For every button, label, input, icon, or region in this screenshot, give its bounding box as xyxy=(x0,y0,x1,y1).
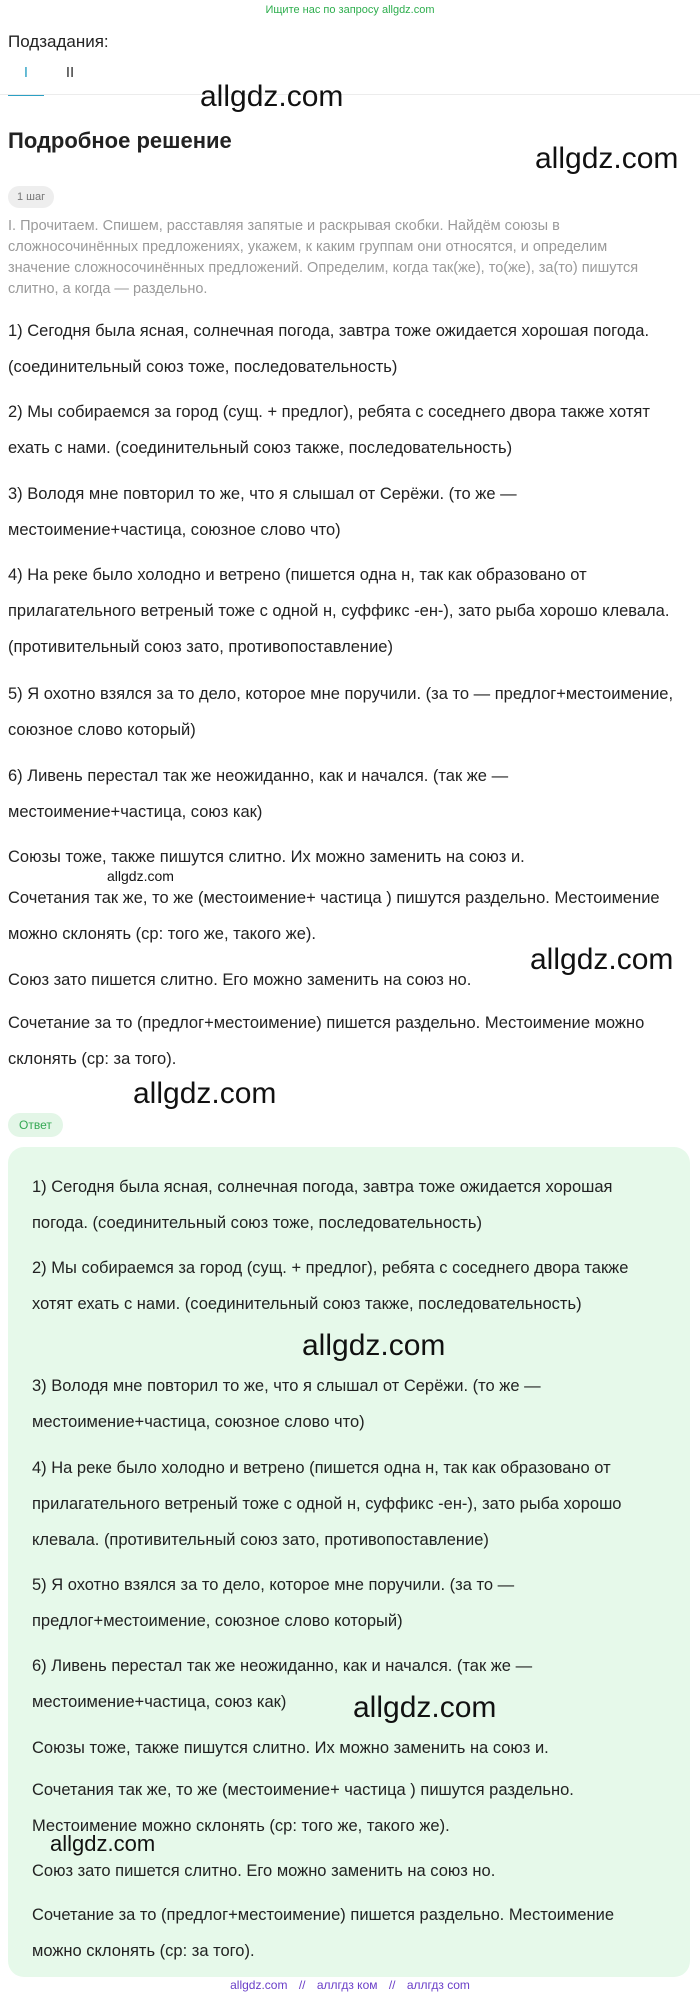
solution-paragraph-7: Союзы тоже, также пишутся слитно. Их можно заменить на союз и. xyxy=(8,848,525,866)
solution-paragraph-4: 4) На реке было холодно и ветрено (пишется одна н, так как образовано от прилагательного ветреный тоже с одной н, суффикс -ен-), зато рыба хорошо клевала. (противительный союз зато, противопоставление) xyxy=(8,566,670,656)
answer-paragraph-1: 1) Сегодня была ясная, солнечная погода, завтра тоже ожидается хорошая погода. (соединительный союз тоже, последовательность) xyxy=(32,1178,613,1232)
footer xyxy=(0,1978,700,1992)
watermark: allgdz.com xyxy=(530,943,674,976)
solution-paragraph-6: 6) Ливень перестал так же неожиданно, как и начался. (так же — местоимение+частица, союз как) xyxy=(8,767,509,821)
solution-paragraph-5: 5) Я охотно взялся за то дело, которое мне поручили. (за то — предлог+местоимение, союзное слово который) xyxy=(8,685,674,739)
divider xyxy=(0,94,700,95)
solution-paragraph-1: 1) Сегодня была ясная, солнечная погода, завтра тоже ожидается хорошая погода. (соединительный союз тоже, последовательность) xyxy=(8,322,650,376)
answer-paragraph-4: 4) На реке было холодно и ветрено (пишется одна н, так как образовано от прилагательного ветреный тоже с одной н, суффикс -ен-), зато рыба хорошо клевала. (противительный союз зато, противопоставление) xyxy=(32,1459,622,1549)
solution-paragraph-10: Сочетание за то (предлог+местоимение) пишется раздельно. Местоимение можно склонять (ср: за того). xyxy=(8,1014,645,1068)
answer-paragraph-6: 6) Ливень перестал так же неожиданно, как и начался. (так же — местоимение+частица, союз как) xyxy=(32,1657,533,1711)
tab-subtask-1[interactable]: I xyxy=(8,60,44,96)
step-intro: I. Прочитаем. Спишем, расставляя запятые и раскрывая скобки. Найдём союзы в сложносочинённых предложениях, укажем, к каким группам они относятся, и определим значение сложносочинённых предложений. Определим, когда так(же), то(же), за(то) пишутся слитно, а когда — раздельно. xyxy=(8,218,639,297)
answer-paragraph-2: 2) Мы собираемся за город (сущ. + предлог), ребята с соседнего двора также хотят ехать с нами. (соединительный союз также, последовательность) xyxy=(32,1259,629,1313)
footer-link-2[interactable]: аллгдз ком xyxy=(316,1978,378,1992)
watermark: allgdz.com xyxy=(50,1831,156,1856)
top-banner: Ищите нас по запросу allgdz.com xyxy=(265,4,435,16)
watermark: allgdz.com xyxy=(107,868,174,884)
watermark: allgdz.com xyxy=(353,1691,497,1724)
tab-subtask-2[interactable]: II xyxy=(65,64,75,81)
solution-paragraph-8: Сочетания так же, то же (местоимение+ частица ) пишутся раздельно. Местоимение можно склонять (ср: того же, такого же). xyxy=(8,889,660,943)
watermark: allgdz.com xyxy=(535,142,679,175)
answer-paragraph-8: Сочетания так же, то же (местоимение+ частица ) пишутся раздельно. Местоимение можно склонять (ср: того же, такого же). xyxy=(32,1781,574,1835)
section-title: Подробное решение xyxy=(8,128,232,153)
answer-paragraph-3: 3) Володя мне повторил то же, что я слышал от Серёжи. (то же — местоимение+частица, союзное слово что) xyxy=(32,1377,541,1431)
solution-paragraph-2: 2) Мы собираемся за город (сущ. + предлог), ребята с соседнего двора также хотят ехать с нами. (соединительный союз также, последовательность) xyxy=(8,403,650,457)
step-badge: 1 шаг xyxy=(8,186,54,208)
footer-separator: // xyxy=(298,1978,306,1992)
watermark: allgdz.com xyxy=(133,1077,277,1110)
answer-paragraph-5: 5) Я охотно взялся за то дело, которое мне поручили. (за то — предлог+местоимение, союзное слово который) xyxy=(32,1576,515,1630)
solution-paragraph-3: 3) Володя мне повторил то же, что я слышал от Серёжи. (то же — местоимение+частица, союзное слово что) xyxy=(8,485,517,539)
answer-paragraph-9: Союз зато пишется слитно. Его можно заменить на союз но. xyxy=(32,1862,496,1880)
watermark: allgdz.com xyxy=(200,80,344,113)
solution-paragraph-9: Союз зато пишется слитно. Его можно заменить на союз но. xyxy=(8,971,472,989)
footer-separator: // xyxy=(388,1978,396,1992)
answer-badge: Ответ xyxy=(8,1113,63,1137)
footer-link-3[interactable]: аллгдз com xyxy=(406,1978,470,1992)
answer-paragraph-7: Союзы тоже, также пишутся слитно. Их можно заменить на союз и. xyxy=(32,1739,549,1757)
watermark: allgdz.com xyxy=(302,1329,446,1362)
footer-link-1[interactable]: allgdz.com xyxy=(230,1978,288,1992)
answer-paragraph-10: Сочетание за то (предлог+местоимение) пишется раздельно. Местоимение можно склонять (ср: за того). xyxy=(32,1906,614,1960)
subtasks-label: Подзадания: xyxy=(8,32,109,51)
